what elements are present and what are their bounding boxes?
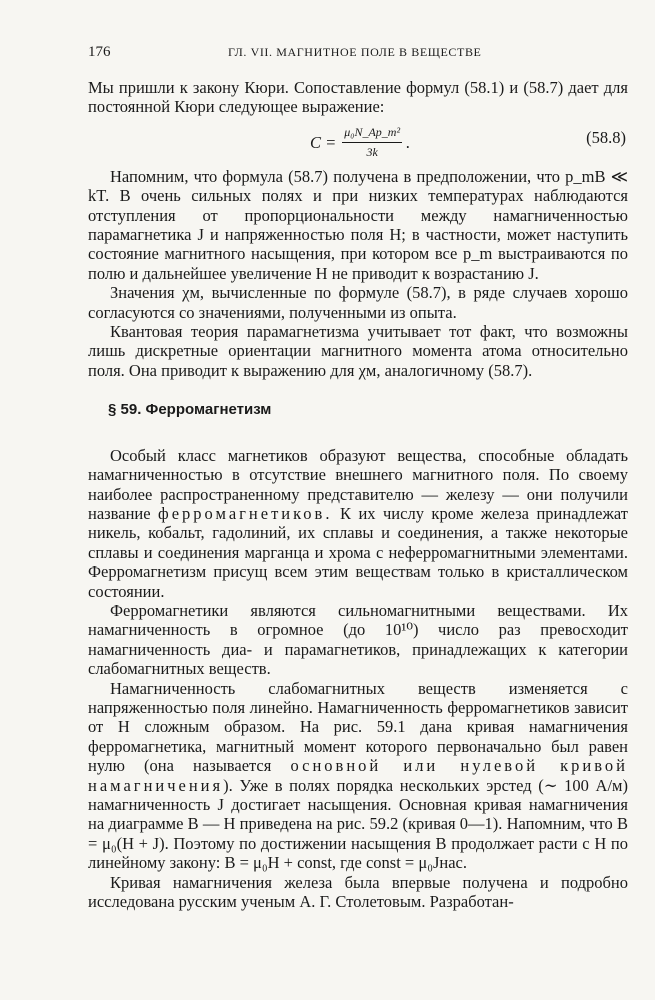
intro-paragraph: Мы пришли к закону Кюри. Сопоставление формул (58.1) и (58.7) дает для постоянной Кюри следующее выражение: (88, 78, 628, 117)
formula-58-8 (88, 119, 628, 159)
text-run: К их числу кроме железа принадлежат никель, кобальт, гадолиний, их сплавы и соединения, а также некоторые сплавы и соединения марганца и хрома с неферромагнитными элементами. Ферромагнетизм присущ всем этим веществам только в кристаллическом состоянии. (88, 503, 628, 601)
curie-constant-formula (310, 123, 410, 163)
formula-tail: . (406, 133, 411, 153)
body-text (88, 78, 628, 911)
section-paragraph (88, 446, 628, 601)
text-run: Намагниченность слабомагнитных веществ изменяется с напряженностью поля линейно. Намагниченность ферромагнетиков зависит от H сложным образом. На рис. 59.1 дана кривая намагничения ферромагнетика, магнитный момент которого первоначально был равен нулю (она называется (88, 678, 628, 776)
term-main-curve: основной или нулевой кривой намагничения (88, 756, 629, 795)
text-run: ). Уже в полях порядка нескольких эрстед (∼ 100 А/м) намагниченность J достигает насыщения. Основная кривая намагничения на диаграмме B — H приведена на рис. 59.2 (кривая 0—1). Напомним, что B = μ₀(H + J). Поэтому по достижении насыщения B продолжает расти с H по линейному закону: B = μ₀H + const, где const = μ₀Jнас. (88, 775, 628, 873)
section-title: § 59. Ферромагнетизм (108, 401, 272, 419)
term-ferromagnetics: ферромагнетиков. (158, 503, 333, 523)
formula-number: (58.8) (586, 127, 626, 147)
formula-denominator: 3k (366, 145, 378, 160)
paragraph: Значения χм, вычисленные по формуле (58.7), в ряде случаев хорошо согласуются со значениями, полученными из опыта. (88, 283, 628, 322)
formula-fraction (342, 123, 402, 163)
running-head: ГЛ. VII. МАГНИТНОЕ ПОЛЕ В ВЕЩЕСТВЕ (228, 45, 482, 59)
paragraph: Квантовая теория парамагнетизма учитывает тот факт, что возможны лишь дискретные ориентации магнитного момента атома относительно поля. Она приводит к выражению для χм, аналогичному (58.7). (88, 322, 628, 380)
section-paragraph: Ферромагнетики являются сильномагнитными веществами. Их намагниченность в огромное (до 10¹⁰) число раз превосходит намагниченность диа- и парамагнетиков, принадлежащих к категории слабомагнитных веществ. (88, 600, 628, 679)
formula-numerator: μ₀N_Ap_m² (342, 123, 402, 143)
paragraph: Напомним, что формула (58.7) получена в предположении, что p_mB ≪ kT. В очень сильных полях и при низких температурах наблюдаются отступления от пропорциональности между намагниченностью парамагнетика J и напряженностью поля H; в частности, может наступить состояние магнитного насыщения, при котором все p_m выстраиваются по полю и дальнейшее увеличение H не приводит к возрастанию J. (88, 166, 628, 283)
section-paragraph (88, 679, 628, 873)
section-paragraph: Кривая намагничения железа была впервые получена и подробно исследована русским ученым А. Г. Столетовым. Разработан- (88, 872, 628, 912)
page-number: 176 (88, 44, 111, 60)
text-run: Особый класс магнетиков образуют вещества, способные обладать намагниченностью в отсутствие внешнего магнитного поля. По своему наиболее распространенному представителю — железу — они получили название (88, 445, 628, 523)
formula-lhs: C = (310, 133, 337, 153)
